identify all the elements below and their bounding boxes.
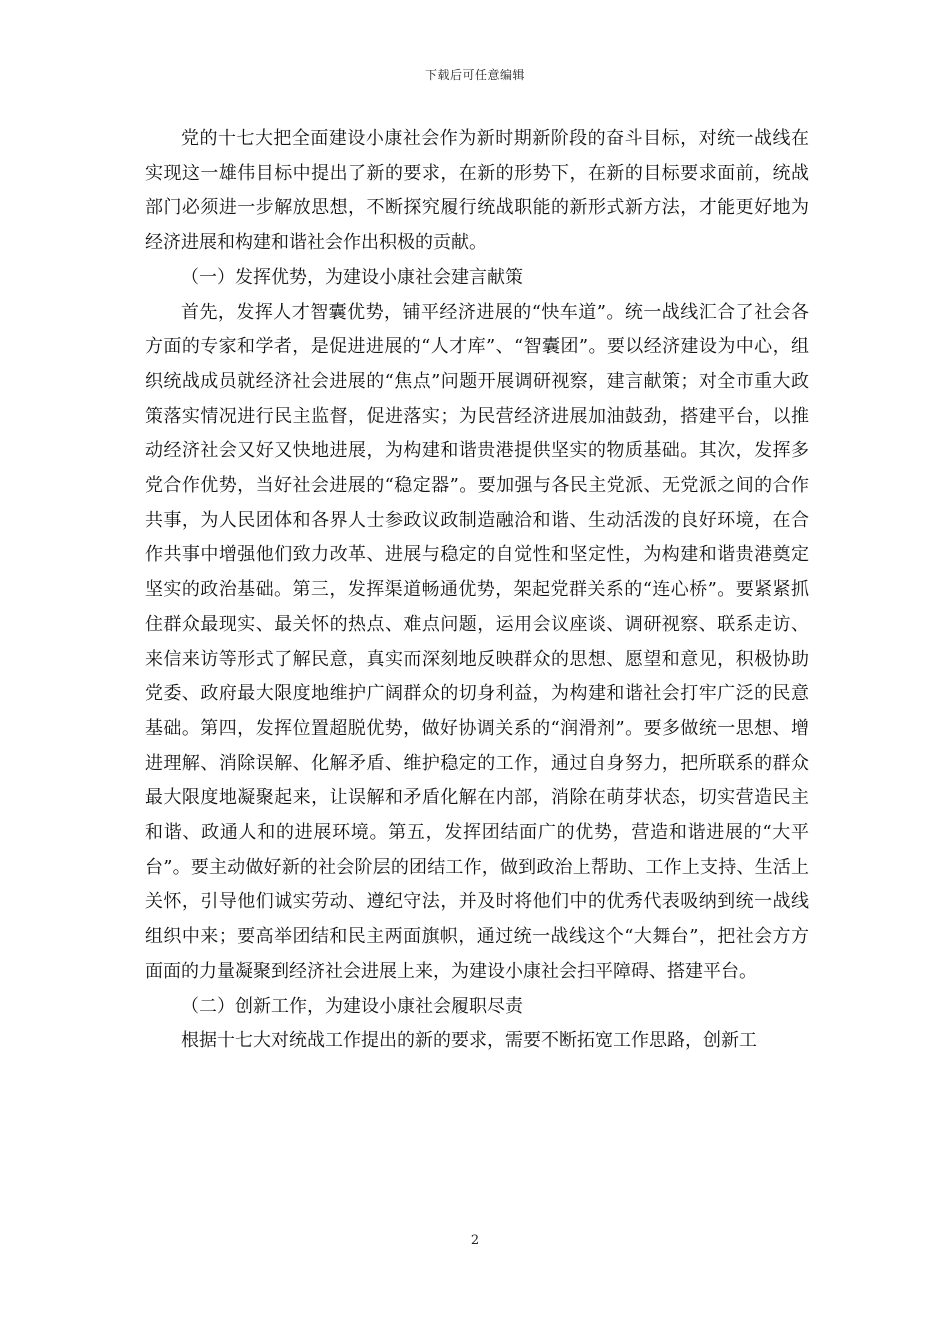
- section-heading-1: （一）发挥优势，为建设小康社会建言献策: [181, 266, 523, 288]
- body-paragraph-section-1: 首先，发挥人才智囊优势，铺平经济进展的“快车道”。统一战线汇合了社会各方面的专家和学者，是促进进展的“人才库”、“智囊团”。要以经济建设为中心，组织统战成员就经济社会进展的“焦点”问题开展调研视察，建言献策；对全市重大政策落实情况进行民主监督，促进落实；为民营经济进展加油鼓劲，搭建平台，以推动经济社会又好又快地进展，为构建和谐贵港提供坚实的物质基础。其次，发挥多党合作优势，当好社会进展的“稳定器”。要加强与各民主党派、无党派之间的合作共事，为人民团体和各界人士参政议政制造融洽和谐、生动活泼的良好环境，在合作共事中增强他们致力改革、进展与稳定的自觉性和坚定性，为构建和谐贵港奠定坚实的政治基础。第三，发挥渠道畅通优势，架起党群关系的“连心桥”。要紧紧抓住群众最现实、最关怀的热点、难点问题，运用会议座谈、调研视察、联系走访、来信来访等形式了解民意，真实而深刻地反映群众的思想、愿望和意见，积极协助党委、政府最大限度地维护广阔群众的切身利益，为构建和谐社会打牢广泛的民意基础。第四，发挥位置超脱优势，做好协调关系的“润滑剂”。要多做统一思想、增进理解、消除误解、化解矛盾、维护稳定的工作，通过自身努力，把所联系的群众最大限度地凝聚起来，让误解和矛盾化解在内部，消除在萌芽状态，切实营造民主和谐、政通人和的进展环境。第五，发挥团结面广的优势，营造和谐进展的“大平台”。要主动做好新的社会阶层的团结工作，做到政治上帮助、工作上支持、生活上关怀，引导他们诚实劳动、遵纪守法，并及时将他们中的优秀代表吸纳到统一战线组织中来；要高举团结和民主两面旗帜，通过统一战线这个“大舞台”，把社会方方面面的力量凝聚到经济社会进展上来，为建设小康社会扫平障碍、搭建平台。: [145, 301, 809, 982]
- section-heading-2: （二）创新工作，为建设小康社会履职尽责: [181, 995, 523, 1017]
- body-paragraph-intro: 党的十七大把全面建设小康社会作为新时期新阶段的奋斗目标，对统一战线在实现这一雄伟目标中提出了新的要求，在新的形势下，在新的目标要求面前，统战部门必须进一步解放思想，不断探究履行统战职能的新形式新方法，才能更好地为经济进展和构建和谐社会作出积极的贡献。: [145, 128, 809, 254]
- document-body: [145, 122, 809, 1059]
- page-number: 2: [470, 1233, 480, 1248]
- body-paragraph-section-2: 根据十七大对统战工作提出的新的要求，需要不断拓宽工作思路，创新工: [181, 1030, 757, 1052]
- page-header: 下载后可任意编辑: [424, 68, 525, 82]
